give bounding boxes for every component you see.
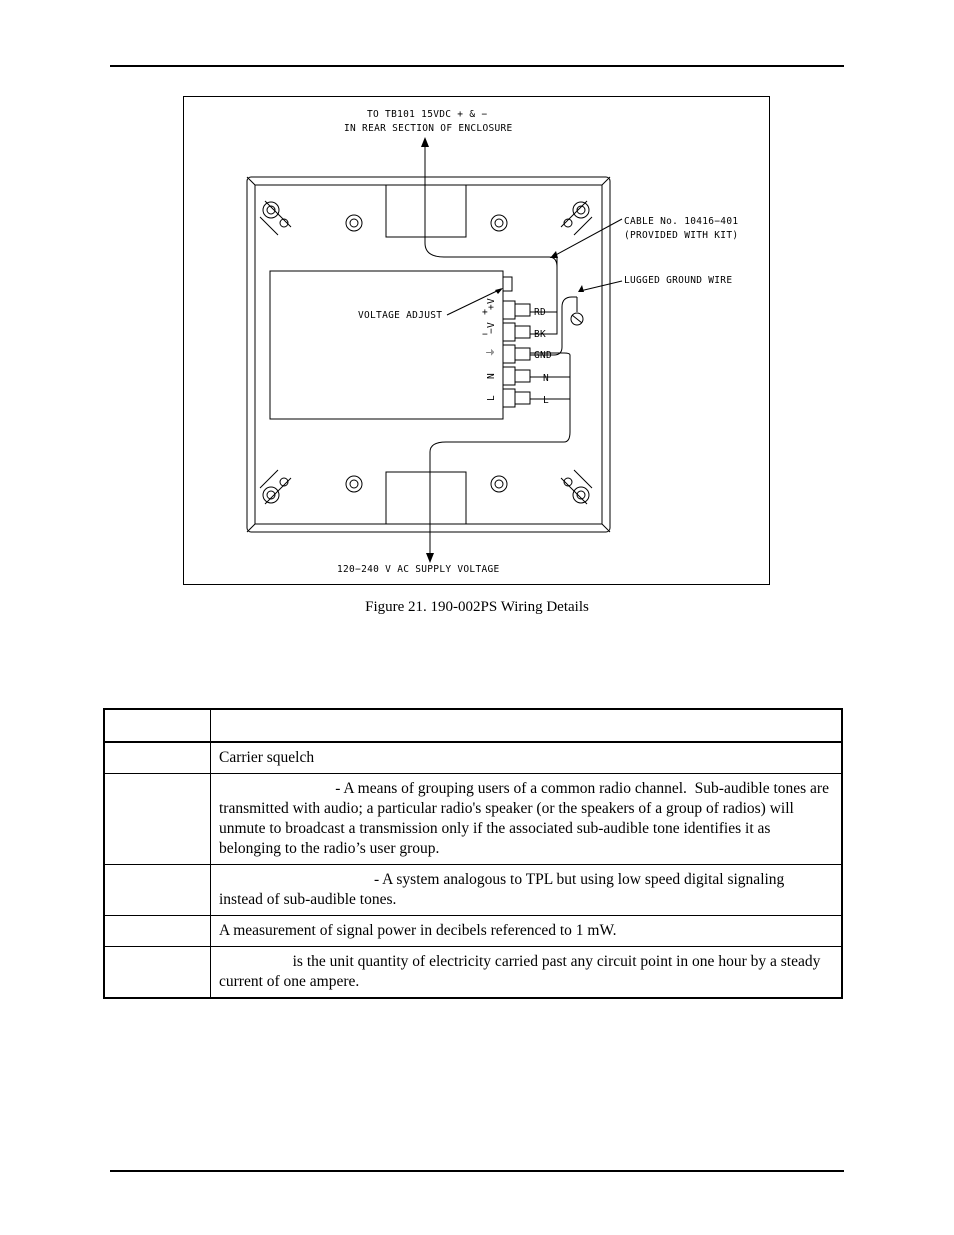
terminal-n: N bbox=[486, 372, 497, 379]
svg-text:+: + bbox=[482, 307, 489, 318]
wire-l: L bbox=[543, 395, 550, 406]
header-definition bbox=[211, 709, 843, 742]
table-row bbox=[104, 916, 842, 947]
label-cable-line2: (PROVIDED WITH KIT) bbox=[624, 230, 739, 241]
table-row bbox=[104, 742, 842, 774]
table-row bbox=[104, 947, 842, 999]
terminal-l: L bbox=[486, 394, 497, 401]
wiring-figure bbox=[183, 96, 770, 585]
figure-caption: Figure 21. 190-002PS Wiring Details bbox=[365, 599, 589, 615]
terminal-vplus: +V bbox=[486, 297, 497, 310]
table-header-row bbox=[104, 709, 842, 742]
wire-n: N bbox=[543, 373, 550, 384]
wiring-diagram bbox=[184, 97, 771, 586]
row-definition: A measurement of signal power in decibels referenced to 1 mW. bbox=[211, 916, 843, 947]
footer-rule bbox=[110, 1170, 844, 1172]
label-top-line2: IN REAR SECTION OF ENCLOSURE bbox=[344, 123, 513, 134]
row-term bbox=[104, 916, 211, 947]
row-term bbox=[104, 865, 211, 916]
row-term bbox=[104, 947, 211, 999]
row-term bbox=[104, 774, 211, 865]
table-row bbox=[104, 865, 842, 916]
wire-rd: RD bbox=[534, 307, 547, 318]
row-definition: Carrier squelch bbox=[211, 742, 843, 774]
terminal-block bbox=[503, 301, 530, 407]
row-term bbox=[104, 742, 211, 774]
label-cable-line1: CABLE No. 10416−401 bbox=[624, 216, 739, 227]
row-definition: - A system analogous to TPL but using low speed digital signaling instead of sub-audible tones. bbox=[211, 865, 843, 916]
label-ground-wire: LUGGED GROUND WIRE bbox=[624, 275, 733, 286]
label-ac-supply: 120−240 V AC SUPPLY VOLTAGE bbox=[337, 564, 500, 575]
wire-gnd: GND bbox=[534, 350, 553, 361]
wire-bk: BK bbox=[534, 329, 547, 340]
row-definition: - A means of grouping users of a common radio channel. Sub-audible tones are transmitted with audio; a particular radio's speaker (or the speakers of a group of radios) will unmute to broadcast a transmission only if the associated sub-audible tone identifies it as belonging to the radio’s user group. bbox=[211, 774, 843, 865]
svg-text:−: − bbox=[482, 329, 489, 340]
terminal-vminus: −V bbox=[486, 321, 497, 334]
row-definition: is the unit quantity of electricity carried past any circuit point in one hour by a steady current of one ampere. bbox=[211, 947, 843, 999]
glossary-table bbox=[103, 708, 843, 999]
power-supply-module bbox=[270, 271, 503, 419]
header-term bbox=[104, 709, 211, 742]
label-top-line1: TO TB101 15VDC + & − bbox=[367, 109, 488, 120]
terminal-ground-symbol: ⏚ bbox=[486, 347, 497, 357]
label-voltage-adjust: VOLTAGE ADJUST bbox=[358, 310, 443, 321]
table-row bbox=[104, 774, 842, 865]
header-rule bbox=[110, 65, 844, 67]
